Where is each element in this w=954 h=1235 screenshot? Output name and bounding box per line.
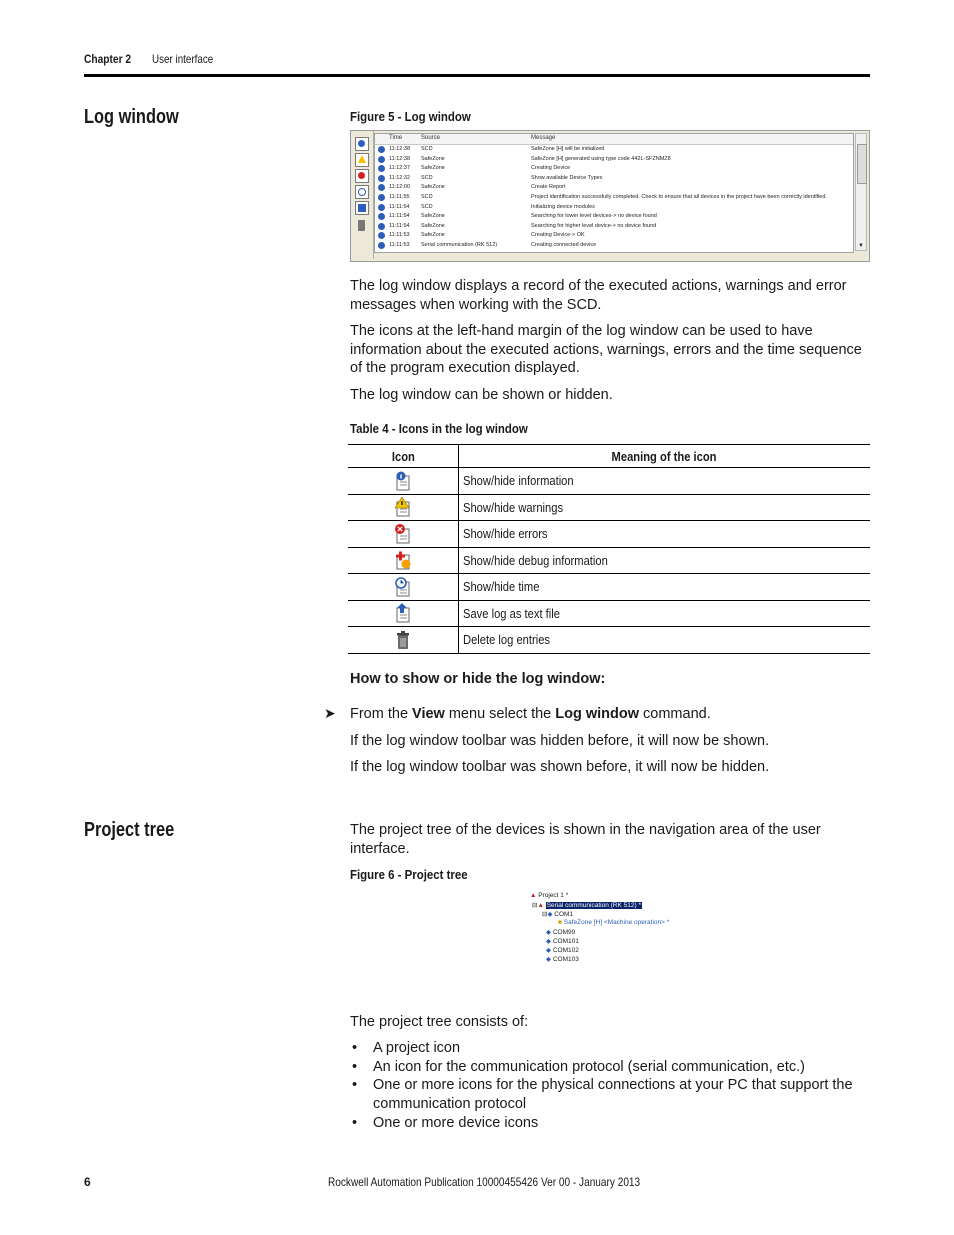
device-icon: ■ xyxy=(558,919,562,926)
log-cell-time: 11:11:55 xyxy=(389,194,410,200)
info-icon xyxy=(378,184,385,191)
log-cell-source: Serial communication (RK 512) xyxy=(421,242,498,248)
log-cell-time: 11:12:38 xyxy=(389,155,411,162)
connection-icon: ◆ xyxy=(547,911,553,918)
error-icon xyxy=(355,169,369,183)
table-header-row xyxy=(348,445,870,468)
log-cell-time: 11:12:32 xyxy=(389,174,411,181)
table-row xyxy=(348,574,870,601)
info-icon xyxy=(378,242,385,249)
log-row[interactable] xyxy=(375,231,853,240)
log-cell-source: SafeZone xyxy=(421,232,445,239)
log-cell-time: 11:12:00 xyxy=(389,184,411,191)
time-icon xyxy=(394,577,412,597)
table-4-caption: Table 4 - Icons in the log window xyxy=(350,421,528,436)
table-row xyxy=(348,494,870,521)
log-cell-time: 11:11:54 xyxy=(389,222,410,229)
log-cell-message: Searching for lower level devices-> no device found xyxy=(531,213,657,220)
table-row xyxy=(348,600,870,627)
log-cell-time: 11:11:53 xyxy=(389,232,410,239)
tree-node-device[interactable]: ■ SafeZone [H] <Machine operation> * xyxy=(558,919,670,926)
log-scrollbar-thumb[interactable] xyxy=(857,144,867,184)
log-cell-time: 11:11:53 xyxy=(389,242,410,248)
log-cell-source: SCD xyxy=(421,194,433,200)
publication-info: Rockwell Automation Publication 10000455426 Ver 00 - January 2013 xyxy=(328,1175,641,1189)
log-cell-source: SCD xyxy=(421,146,433,152)
time-icon xyxy=(355,185,369,199)
log-row[interactable] xyxy=(375,212,853,221)
table-header-meaning: Meaning of the icon xyxy=(459,445,871,468)
log-window-command-ref: Log window xyxy=(555,706,640,722)
log-cell-message: Initializing device modules xyxy=(531,203,595,210)
info-icon xyxy=(378,156,385,163)
tree-node-protocol[interactable]: ⊟▲ Serial communication (RK 512) * xyxy=(532,902,641,909)
log-cell-message: Show available Device Types xyxy=(531,174,603,181)
table-row xyxy=(348,521,870,548)
log-row[interactable] xyxy=(375,145,853,154)
table-cell-meaning: Show/hide warnings xyxy=(459,494,871,521)
log-para-2: The icons at the left-hand margin of the log window can be used to have information about the executed actions, warnings, errors and the time sequence of the program execution displayed. xyxy=(350,323,862,376)
protocol-icon: ▲ xyxy=(537,902,544,909)
icons-table xyxy=(348,444,870,654)
log-cell-message: Project identification successfully completed. Check to ensure that all devices in the project have been correctly identified. xyxy=(531,194,827,200)
info-icon xyxy=(378,194,385,201)
info-icon xyxy=(378,213,385,220)
log-cell-message: Creating connected device xyxy=(531,242,597,248)
info-icon xyxy=(378,204,385,211)
table-cell-meaning: Delete log entries xyxy=(459,627,871,654)
log-row[interactable] xyxy=(375,203,853,212)
log-list-header xyxy=(375,134,853,145)
log-row[interactable] xyxy=(375,241,853,250)
table-cell-meaning: Show/hide information xyxy=(459,468,871,495)
log-row[interactable] xyxy=(375,193,853,202)
delete-icon xyxy=(355,219,369,233)
info-icon xyxy=(394,471,412,491)
error-icon xyxy=(394,524,412,544)
table-cell-icon xyxy=(348,468,459,495)
section-label: User interface xyxy=(152,52,214,66)
step-instruction: From the View menu select the Log window command. xyxy=(350,706,711,722)
log-window-heading: Log window xyxy=(84,106,179,128)
info-icon xyxy=(378,175,385,182)
table-row xyxy=(348,627,870,654)
collapse-icon[interactable]: ⊟ xyxy=(532,902,538,909)
project-icon: ▲ xyxy=(530,892,537,899)
log-row[interactable] xyxy=(375,174,853,183)
table-cell-meaning: Show/hide errors xyxy=(459,521,871,548)
figure-5-caption: Figure 5 - Log window xyxy=(350,109,471,124)
log-row[interactable] xyxy=(375,155,853,164)
table-cell-meaning: Save log as text file xyxy=(459,600,871,627)
info-icon xyxy=(378,165,385,172)
connection-icon: ◆ xyxy=(546,956,551,963)
log-cell-source: SafeZone xyxy=(421,222,445,229)
log-cell-message: Creating Device xyxy=(531,165,571,172)
tree-node-com101[interactable]: ◆ COM101 xyxy=(546,938,579,945)
log-cell-time: 11:11:54 xyxy=(389,203,410,210)
collapse-icon[interactable]: ⊟ xyxy=(542,911,548,918)
figure-6-caption: Figure 6 - Project tree xyxy=(350,867,468,882)
log-cell-message: Create Report xyxy=(531,184,566,191)
table-cell-meaning: Show/hide debug information xyxy=(459,547,871,574)
project-tree-heading: Project tree xyxy=(84,819,175,841)
howto-heading: How to show or hide the log window: xyxy=(350,671,606,687)
tree-node-project[interactable]: ▲ Project 1 * xyxy=(530,892,569,899)
result-1: If the log window toolbar was hidden before, it will now be shown. xyxy=(350,733,770,749)
log-toolbar xyxy=(351,131,374,259)
tree-node-com99[interactable]: ◆ COM99 xyxy=(546,929,576,936)
table-cell-icon xyxy=(348,574,459,601)
page-number: 6 xyxy=(84,1175,91,1189)
table-cell-icon xyxy=(348,600,459,627)
tree-node-com102[interactable]: ◆ COM102 xyxy=(546,947,579,954)
log-cell-source: SafeZone xyxy=(421,184,445,191)
log-cell-time: 11:11:54 xyxy=(389,213,410,220)
log-cell-message: SafeZone [H] will be initialized xyxy=(531,146,605,152)
log-cell-message: Searching for higher level device-> no device found xyxy=(531,222,657,229)
debug-icon xyxy=(394,550,412,570)
log-col-time[interactable]: Time xyxy=(389,135,403,141)
warning-icon xyxy=(355,153,369,167)
save-icon xyxy=(355,201,369,215)
table-cell-icon xyxy=(348,627,459,654)
list-item: • One or more device icons xyxy=(350,1114,870,1133)
log-para-3: The log window can be shown or hidden. xyxy=(350,387,613,403)
save-icon xyxy=(394,603,412,623)
table-cell-meaning: Show/hide time xyxy=(459,574,871,601)
connection-icon: ◆ xyxy=(546,929,551,936)
info-icon xyxy=(378,223,385,230)
info-icon xyxy=(378,146,385,153)
log-window-screenshot xyxy=(350,130,870,262)
log-cell-source: SCD xyxy=(421,174,433,181)
log-row[interactable] xyxy=(375,183,853,192)
tree-node-com103[interactable]: ◆ COM103 xyxy=(546,956,579,963)
info-icon xyxy=(355,137,369,151)
log-row[interactable] xyxy=(375,164,853,173)
table-row xyxy=(348,468,870,495)
log-cell-source: SafeZone xyxy=(421,213,445,220)
log-para-1: The log window displays a record of the executed actions, warnings and error messages when working with the SCD. xyxy=(350,278,847,313)
connection-icon: ◆ xyxy=(546,947,551,954)
table-cell-icon xyxy=(348,521,459,548)
table-cell-icon xyxy=(348,494,459,521)
list-item: • A project icon xyxy=(350,1039,870,1058)
log-cell-source: SafeZone xyxy=(421,165,445,172)
scroll-down-icon[interactable]: ▼ xyxy=(858,243,864,249)
delete-icon xyxy=(394,630,412,650)
connection-icon: ◆ xyxy=(546,938,551,945)
log-col-source[interactable]: Source xyxy=(421,135,441,141)
table-cell-icon xyxy=(348,547,459,574)
log-cell-time: 11:12:38 xyxy=(389,146,411,152)
log-row[interactable] xyxy=(375,222,853,231)
tree-node-com1[interactable]: ⊟◆ COM1 xyxy=(542,911,574,918)
header-rule xyxy=(84,74,870,77)
tree-consists-of: The project tree consists of: xyxy=(350,1014,529,1030)
project-tree-screenshot xyxy=(528,892,678,964)
log-cell-time: 11:12:37 xyxy=(389,165,411,172)
list-item: • One or more icons for the physical connections at your PC that support the communication protocol xyxy=(350,1076,870,1113)
info-icon xyxy=(378,232,385,239)
log-cell-message: SafeZone [H] generated using type code 442L-SFZNMZ8 xyxy=(531,155,671,162)
log-cell-source: SCD xyxy=(421,203,433,210)
result-2: If the log window toolbar was shown before, it will now be hidden. xyxy=(350,759,770,775)
table-row xyxy=(348,547,870,574)
view-menu-ref: View xyxy=(412,706,445,722)
list-item: • An icon for the communication protocol (serial communication, etc.) xyxy=(350,1058,870,1077)
log-cell-message: Creating Device-> OK xyxy=(531,232,585,239)
log-cell-source: SafeZone xyxy=(421,155,445,162)
log-list[interactable] xyxy=(374,133,854,253)
tree-intro: The project tree of the devices is shown in the navigation area of the user interface. xyxy=(350,822,821,857)
tree-components-list xyxy=(350,1039,870,1132)
arrow-bullet-icon: ➤ xyxy=(324,705,336,721)
log-scrollbar[interactable] xyxy=(855,133,867,251)
chapter-label: Chapter 2 xyxy=(84,52,132,66)
warning-icon xyxy=(394,497,412,517)
table-header-icon: Icon xyxy=(348,445,459,468)
log-col-message[interactable]: Message xyxy=(531,135,556,141)
